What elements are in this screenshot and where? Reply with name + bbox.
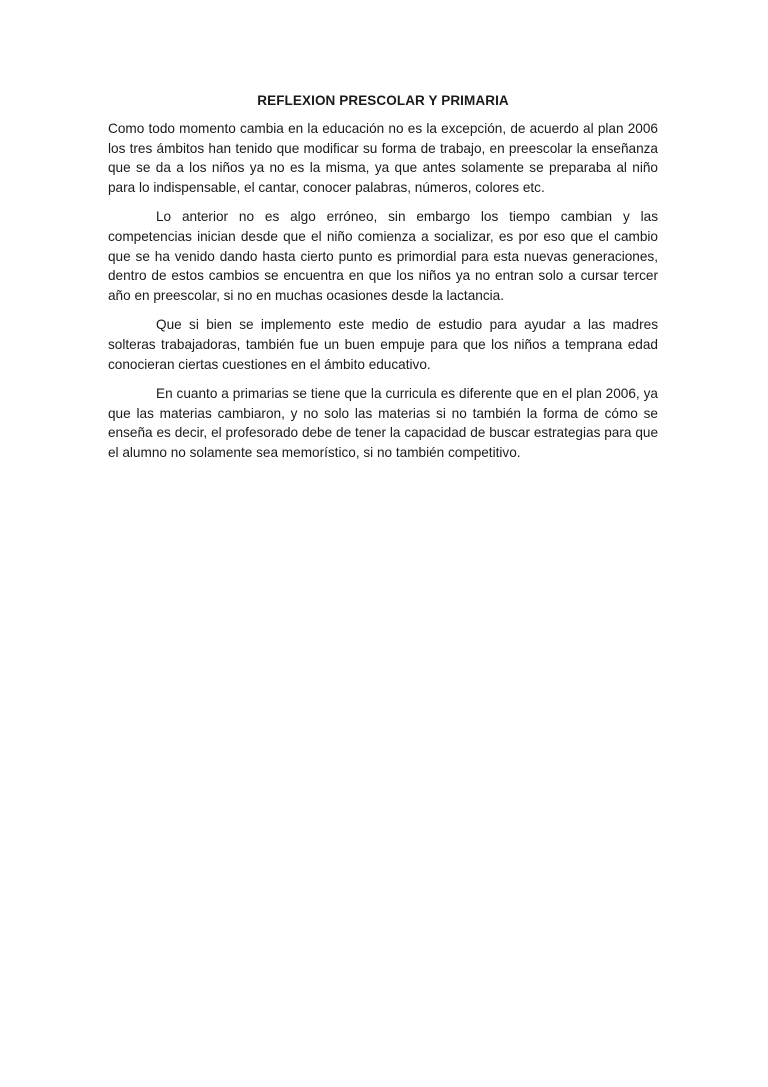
paragraph-2: Lo anterior no es algo erróneo, sin embargo los tiempo cambian y las competencias inician desde que el niño comienza a socializar, es por eso que el cambio que se ha venido dando hasta cierto punto es primordial para esta nuevas generaciones, dentro de estos cambios se encuentra en que los niños ya no entran solo a cursar tercer año en preescolar, si no en muchas ocasiones desde la lactancia.	[108, 209, 658, 303]
paragraph-1: Como todo momento cambia en la educación no es la excepción, de acuerdo al plan 2006 los tres ámbitos han tenido que modificar su forma de trabajo, en preescolar la enseñanza que se da a los niños ya no es la misma, ya que antes solamente se preparaba al niño para lo indispensable, el cantar, conocer palabras, números, colores etc.	[108, 121, 658, 195]
paragraph-4: En cuanto a primarias se tiene que la curricula es diferente que en el plan 2006, ya que las materias cambiaron, y no solo las materias si no también la forma de cómo se enseña es decir, el profesorado debe de tener la capacidad de buscar estrategias para que el alumno no solamente sea memorístico, si no también competitivo.	[108, 386, 658, 460]
document-title: REFLEXION PRESCOLAR Y PRIMARIA	[257, 93, 509, 108]
paragraph-3: Que si bien se implemento este medio de estudio para ayudar a las madres solteras trabajadoras, también fue un buen empuje para que los niños a temprana edad conocieran ciertas cuestiones en el ámbito educativo.	[108, 317, 658, 372]
document-page	[108, 92, 658, 473]
